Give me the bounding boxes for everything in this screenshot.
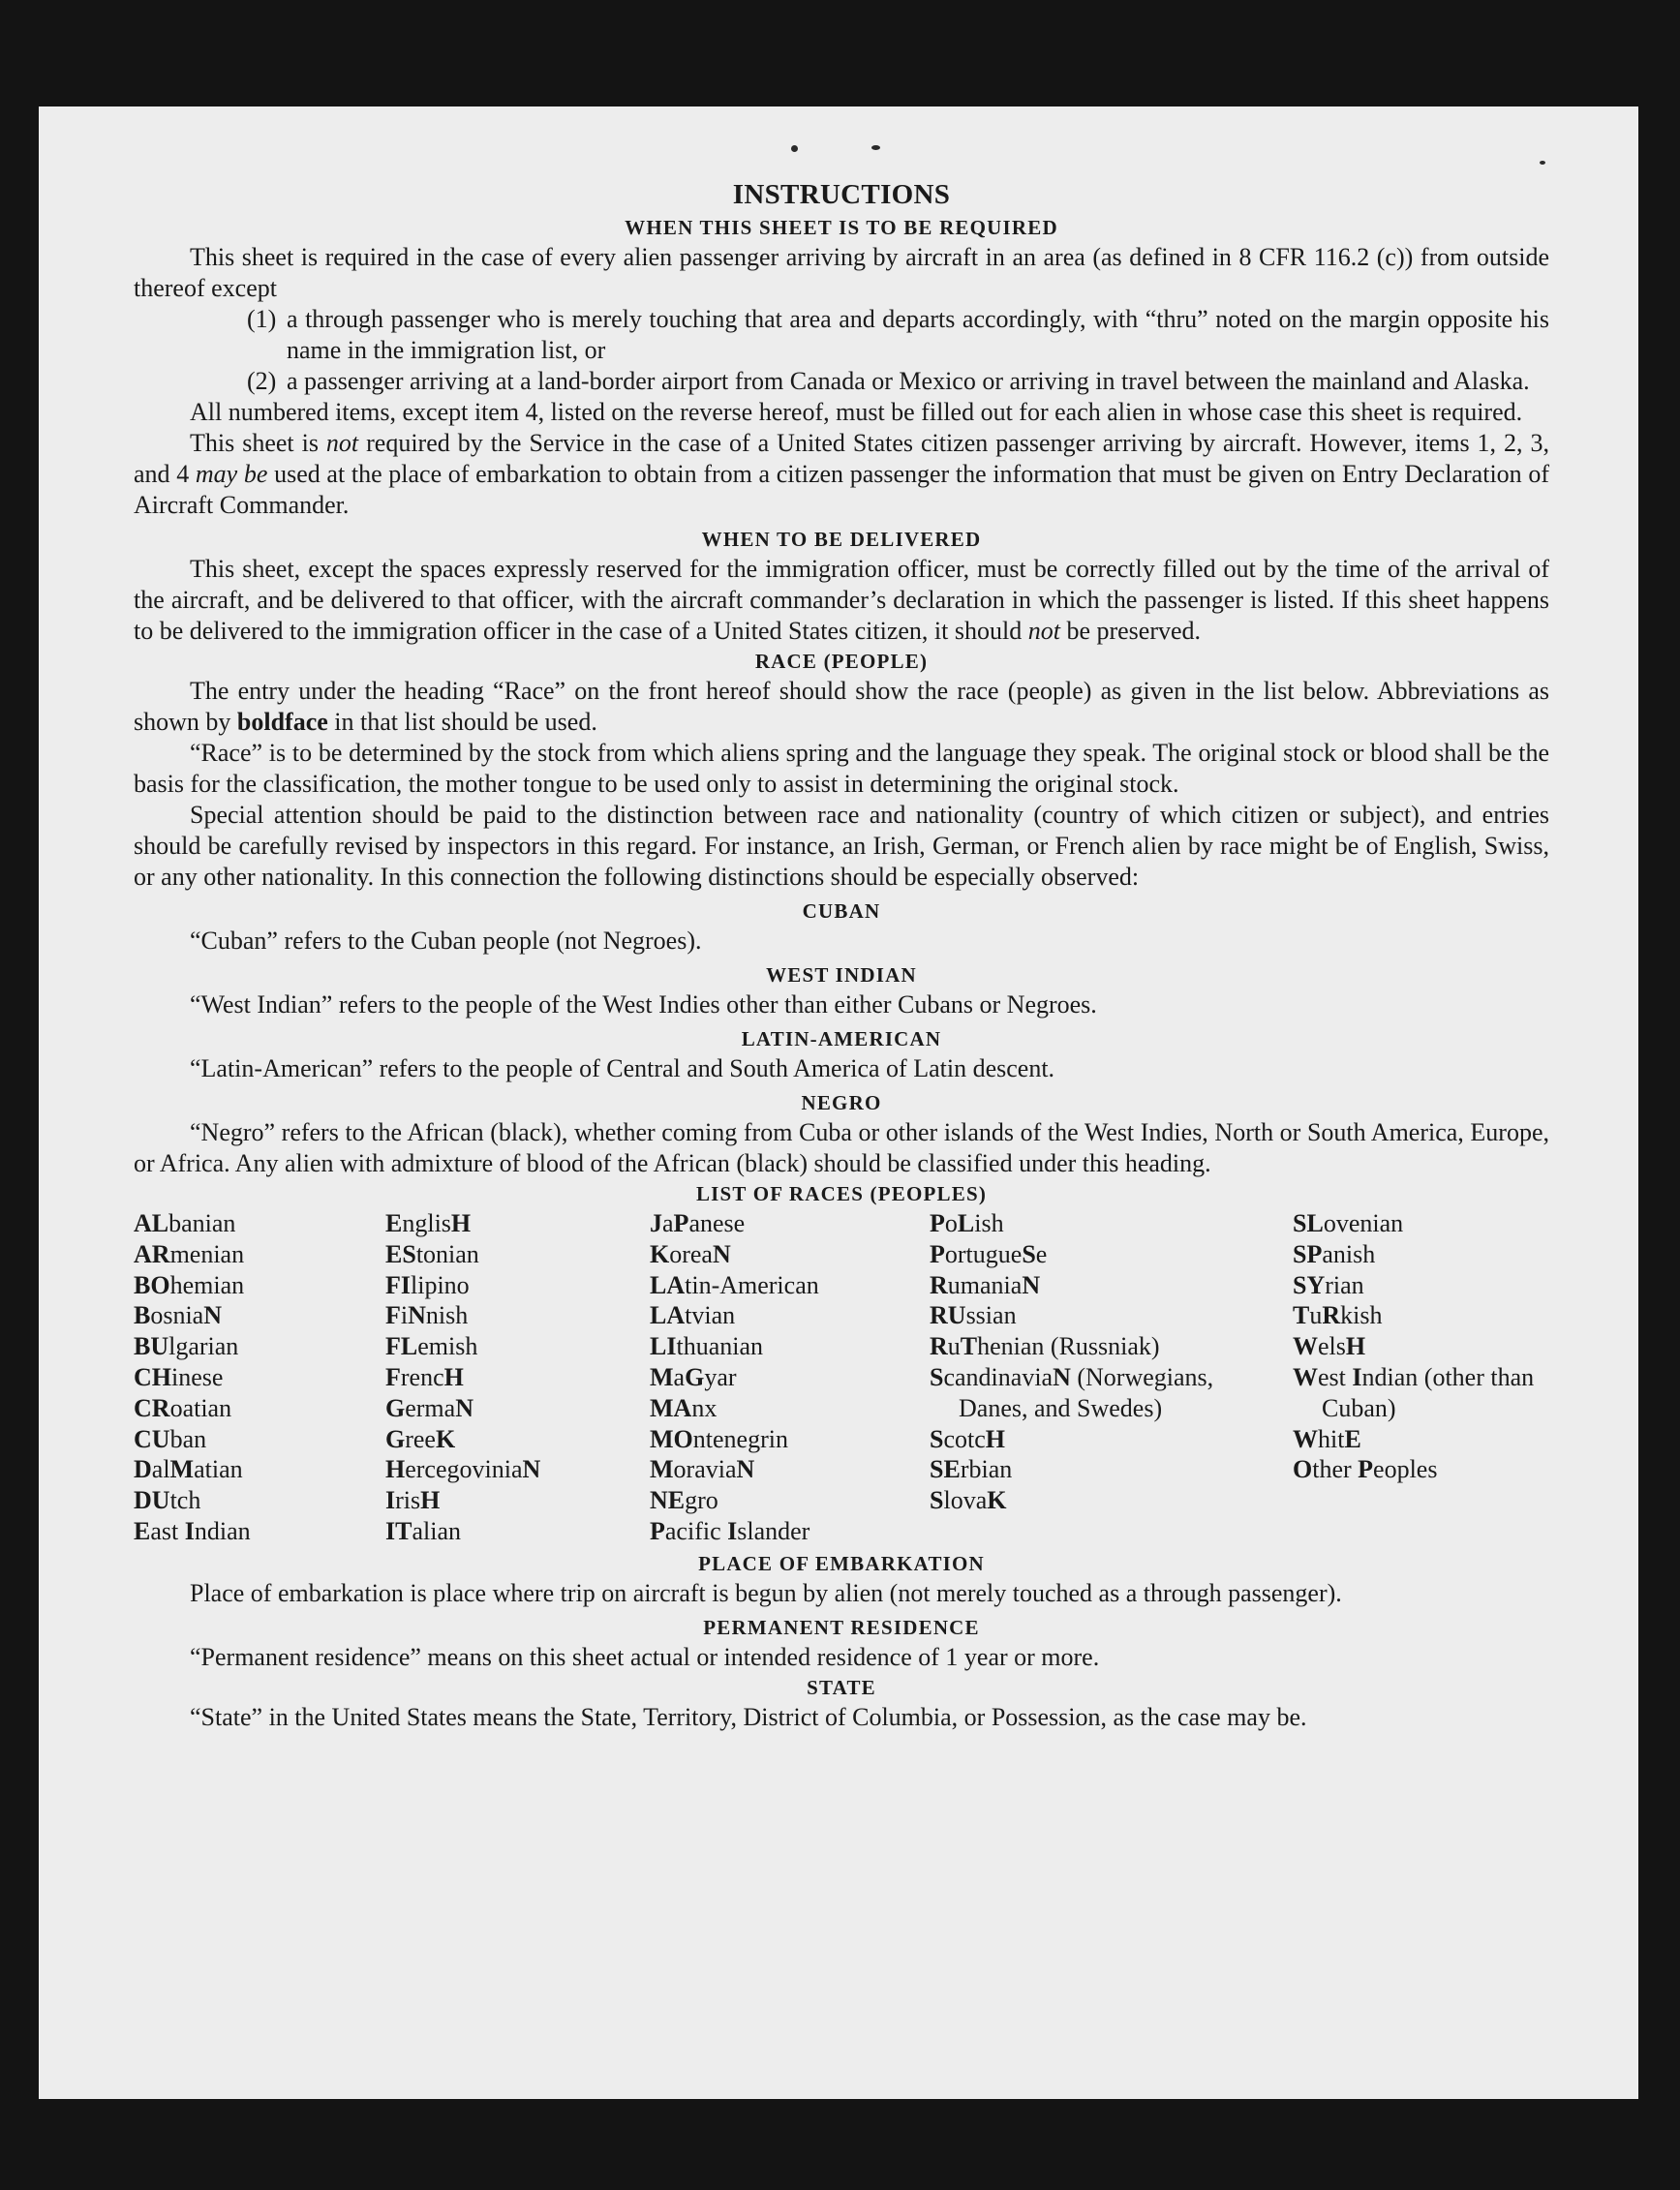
race-list-item: CHinese [134, 1362, 224, 1391]
race-list-item: DUtch [134, 1486, 201, 1515]
race-list-item: SErbian [930, 1455, 1013, 1484]
residence-text: “Permanent residence” means on this sheet actual or intended residence of 1 year or more. [190, 1643, 1100, 1671]
race-list-item: CUban [134, 1424, 207, 1453]
section-heading-race-list: LIST OF RACES (PEOPLES) [695, 1182, 988, 1205]
race-list-item: MAnx [650, 1393, 718, 1422]
race-list-item: WelsH [1293, 1332, 1366, 1361]
required-intro: This sheet is required in the case of every alien passenger arriving by aircraft in an area (as defined in 8 CFR 116.2 (c)) from outside thereof except [134, 243, 1549, 302]
race-list-item: ARmenian [134, 1239, 245, 1268]
race-list-item: BUlgarian [134, 1332, 239, 1361]
race-list-item: GermaN [385, 1393, 473, 1422]
exception-number: (2) [247, 367, 277, 395]
exception-item [134, 304, 1549, 366]
race-paragraph-3: Special attention should be paid to the distinction between race and nationality (country of which citizen or subject), and entries should be carefully revised by inspectors in this regard. For instance, an Irish, German, or French alien by race might be of English, Swiss, or any other nationality. In this connection the following distinctions should be especially observed: [134, 801, 1549, 891]
race-list-item: BosniaN [134, 1301, 223, 1330]
race-list-column [134, 1208, 366, 1547]
race-list-item: IrisH [385, 1486, 441, 1515]
scan-speck [871, 145, 880, 150]
race-list-item: FLemish [385, 1332, 478, 1361]
cuban-text: “Cuban” refers to the Cuban people (not Negroes). [190, 927, 702, 955]
required-paragraph-2: All numbered items, except item 4, listed on the reverse hereof, must be filled out for each alien in whose case this sheet is required. [190, 398, 1523, 426]
race-list-item: DalMatian [134, 1455, 243, 1484]
race-list-item: RumaniaN [930, 1270, 1041, 1299]
race-list-item: KoreaN [650, 1239, 731, 1268]
negro-text: “Negro” refers to the African (black), whether coming from Cuba or other islands of the West Indies, North or South America, Europe, or Africa. Any alien with admixture of blood of the African (black) should be classified under this heading. [134, 1118, 1549, 1177]
race-list-item: GreeK [385, 1424, 456, 1453]
race-list-item: MaGyar [650, 1362, 737, 1391]
race-list-item: CRoatian [134, 1393, 232, 1422]
race-list-item: SYrian [1293, 1270, 1364, 1299]
race-list-item: Other Peoples [1293, 1455, 1438, 1484]
race-list-item: FrencH [385, 1362, 464, 1391]
race-list-item: ALbanian [134, 1209, 236, 1237]
required-paragraph-3: This sheet is not required by the Service in the case of a United States citizen passenger arriving by aircraft. However, items 1, 2, 3, and 4 may be used at the place of embarkation to obtain from a citizen passenger the information that must be given on Entry Declaration of Aircraft Commander. [134, 429, 1549, 519]
race-list-item: FiNnish [385, 1301, 469, 1330]
race-list-item: West Indian (other than Cuban) [1293, 1362, 1535, 1422]
exception-item [134, 366, 1549, 397]
race-list-item: RUssian [930, 1301, 1017, 1330]
instructions-content [134, 176, 1549, 1733]
race-list-item: MOntenegrin [650, 1424, 788, 1453]
west-indian-text: “West Indian” refers to the people of the West Indies other than either Cubans or Negroes. [190, 990, 1097, 1019]
race-list-item: LIthuanian [650, 1332, 763, 1361]
page-title: INSTRUCTIONS [732, 179, 951, 210]
document-page [39, 106, 1638, 2099]
race-list-item: RuThenian (Russniak) [930, 1332, 1160, 1361]
race-list-item: EnglisH [385, 1209, 472, 1237]
race-list-item: ITalian [385, 1516, 461, 1545]
race-list-item: East Indian [134, 1516, 251, 1545]
section-heading-latin-american: LATIN-AMERICAN [741, 1027, 942, 1050]
race-list-item: BOhemian [134, 1270, 245, 1299]
race-list-column [650, 1208, 892, 1547]
race-list-item: Pacific Islander [650, 1516, 810, 1545]
exception-text: a through passenger who is merely touching that area and departs accordingly, with “thru” noted on the margin opposite his name in the immigration list, or [287, 305, 1549, 364]
latin-american-text: “Latin-American” refers to the people of Central and South America of Latin descent. [190, 1054, 1055, 1082]
section-heading-delivered: WHEN TO BE DELIVERED [701, 528, 982, 551]
race-list-item: LAtvian [650, 1301, 736, 1330]
race-list-item: TuRkish [1293, 1301, 1383, 1330]
section-heading-race: RACE (PEOPLE) [754, 650, 929, 673]
race-list-column [930, 1208, 1220, 1516]
race-list-item: JaPanese [650, 1209, 746, 1237]
section-heading-west-indian: WEST INDIAN [766, 963, 917, 987]
race-list-column [385, 1208, 618, 1547]
race-list-item: ScandinaviaN (Norwegians, Danes, and Swedes) [930, 1362, 1214, 1422]
race-paragraph-2: “Race” is to be determined by the stock from which aliens spring and the language they speak. The original stock or blood shall be the basis for the classification, the mother tongue to be used only to assist in determining the original stock. [134, 739, 1549, 798]
race-list-item: PoLish [930, 1209, 1004, 1237]
section-heading-negro: NEGRO [801, 1091, 882, 1114]
embarkation-text: Place of embarkation is place where trip on aircraft is begun by alien (not merely touched as a through passenger). [190, 1579, 1342, 1607]
section-heading-cuban: CUBAN [802, 899, 881, 923]
race-list-item: WhitE [1293, 1424, 1361, 1453]
exception-number: (1) [247, 305, 277, 333]
race-list-item: HercegoviniaN [385, 1455, 541, 1484]
race-list-item: LAtin-American [650, 1270, 819, 1299]
race-paragraph-1: The entry under the heading “Race” on the front hereof should show the race (people) as given in the list below. Abbreviations as shown by boldface in that list should be used. [134, 677, 1549, 736]
race-list-item: EStonian [385, 1239, 479, 1268]
race-list-item: SLovenian [1293, 1209, 1404, 1237]
race-list-item: FIlipino [385, 1270, 470, 1299]
section-heading-embarkation: PLACE OF EMBARKATION [698, 1552, 985, 1575]
scan-speck [791, 145, 798, 152]
race-list-item: PortugueSe [930, 1239, 1048, 1268]
race-list-item: MoraviaN [650, 1455, 755, 1484]
race-list-item: SPanish [1293, 1239, 1376, 1268]
delivered-text: This sheet, except the spaces expressly reserved for the immigration officer, must be correctly filled out by the time of the arrival of the aircraft, and be delivered to that officer, with the aircraft commander’s declaration in which the passenger is listed. If this sheet happens to be delivered to the immigration officer in the case of a United States citizen, it should not be preserved. [134, 555, 1549, 645]
section-heading-state: STATE [807, 1676, 876, 1699]
exception-text: a passenger arriving at a land-border airport from Canada or Mexico or arriving in travel between the mainland and Alaska. [287, 367, 1530, 395]
section-heading-residence: PERMANENT RESIDENCE [703, 1616, 980, 1639]
race-list-item: SlovaK [930, 1486, 1007, 1515]
state-text: “State” in the United States means the State, Territory, District of Columbia, or Possession, as the case may be. [190, 1703, 1307, 1731]
race-list-item: ScotcH [930, 1424, 1006, 1453]
race-list-item: NEgro [650, 1486, 718, 1515]
section-heading-required: WHEN THIS SHEET IS TO BE REQUIRED [625, 216, 1058, 239]
scan-speck [1540, 161, 1545, 165]
race-list [134, 1208, 1549, 1549]
race-list-column [1293, 1208, 1544, 1485]
